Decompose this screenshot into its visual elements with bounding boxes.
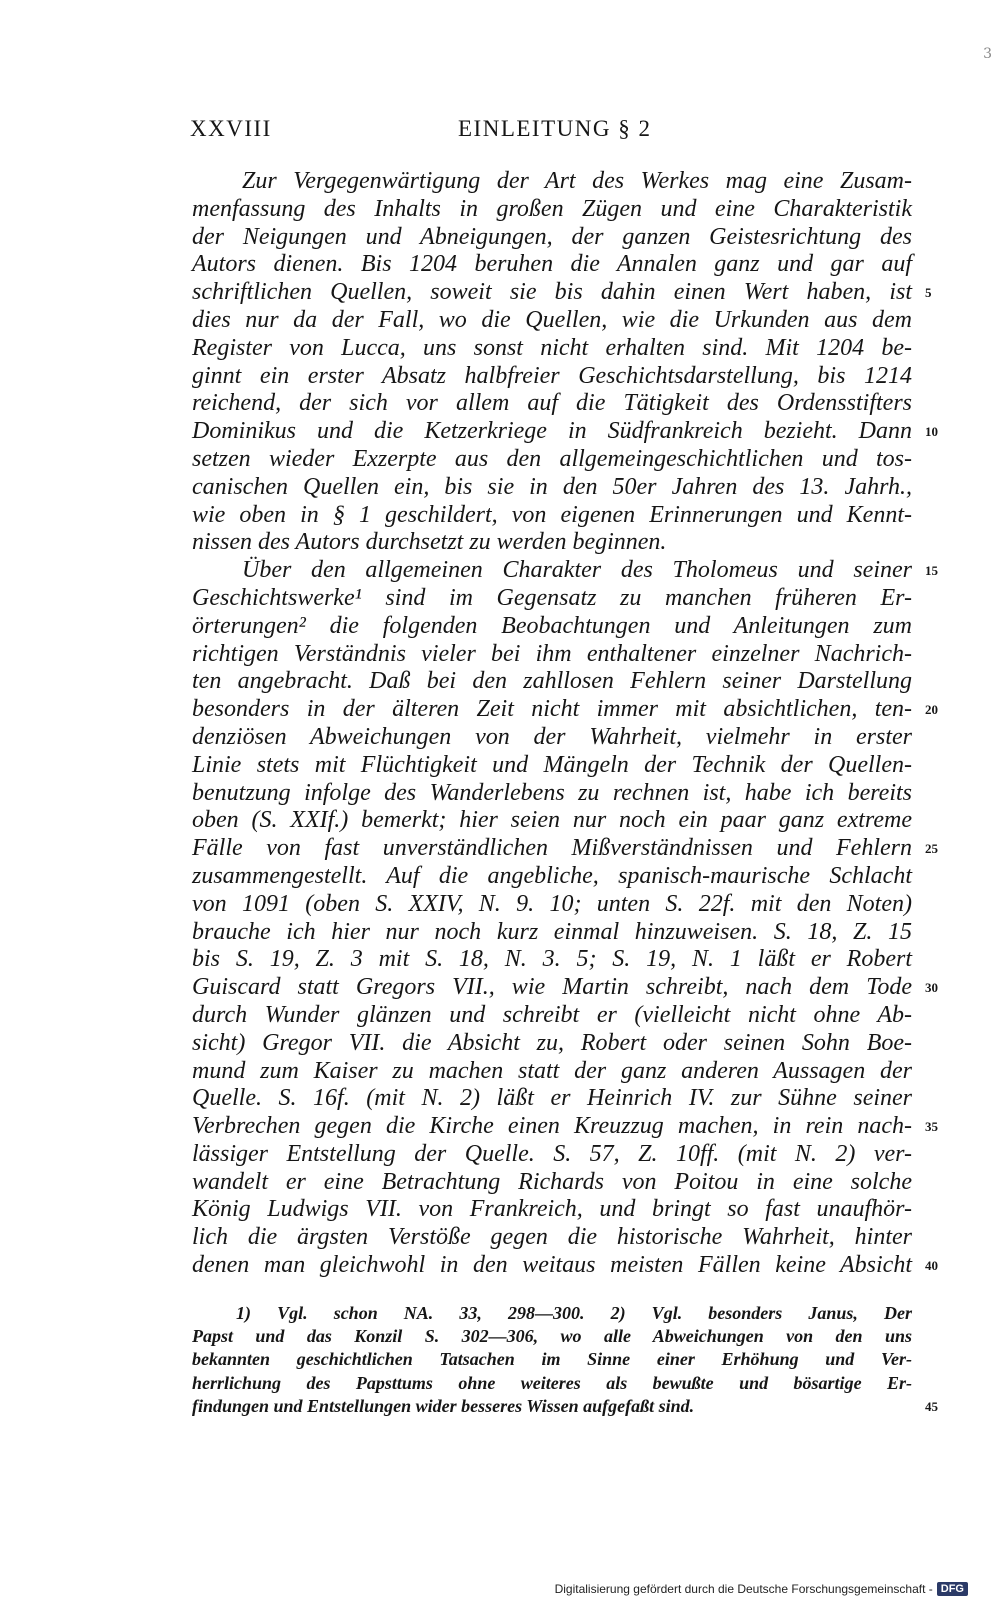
- text-line: [192, 696, 938, 724]
- line-number: 45: [925, 1398, 938, 1414]
- line-text: wandelt er eine Betrachtung Richards von Poitou in eine solche: [192, 1168, 912, 1195]
- line-text: ten angebracht. Daß bei den zahllosen Fehlern seiner Darstellung: [192, 668, 912, 695]
- text-line: [192, 363, 912, 391]
- page-folio: XXVIII: [190, 116, 272, 141]
- text-line: [192, 919, 912, 947]
- text-line: [192, 529, 912, 557]
- line-text: dies nur da der Fall, wo die Quellen, wie die Urkunden aus dem: [192, 306, 912, 333]
- line-text: von 1091 (oben S. XXIV, N. 9. 10; unten S. 22f. mit den Noten): [192, 890, 912, 917]
- line-number: 20: [925, 702, 938, 718]
- text-line: [192, 307, 912, 335]
- text-line: [192, 641, 912, 669]
- line-text: benutzung infolge des Wanderlebens zu rechnen ist, habe ich bereits: [192, 779, 912, 806]
- line-text: lich die ärgsten Verstöße gegen die historische Wahrheit, hinter: [192, 1224, 912, 1251]
- text-line: [192, 1196, 912, 1224]
- footnote-line: [192, 1372, 912, 1395]
- text-line: [192, 1085, 912, 1113]
- line-number: 15: [925, 563, 938, 579]
- text-line: [192, 557, 938, 585]
- text-line: [192, 585, 912, 613]
- line-text: Fälle von fast unverständlichen Mißverständnissen und Fehlern: [192, 835, 912, 862]
- line-text: König Ludwigs VII. von Frankreich, und bringt so fast unaufhör-: [192, 1196, 912, 1223]
- text-line: [192, 835, 938, 863]
- line-number: 5: [925, 285, 932, 301]
- line-text: herrlichung des Papsttums ohne weiteres als bewußte und bösartige Er-: [192, 1372, 912, 1393]
- text-line: [192, 1058, 912, 1086]
- text-line: [192, 196, 912, 224]
- text-line: [192, 474, 912, 502]
- footnotes: [192, 1302, 938, 1418]
- text-line: [192, 891, 912, 919]
- line-text: Dominikus und die Ketzerkriege in Südfrankreich bezieht. Dann: [192, 418, 912, 445]
- line-text: schriftlichen Quellen, soweit sie bis dahin einen Wert haben, ist: [192, 279, 912, 306]
- digitization-footer: [555, 1582, 968, 1596]
- page-header: [190, 116, 910, 146]
- line-text: besonders in der älteren Zeit nicht immer mit absichtlichen, ten-: [192, 696, 912, 723]
- footnote-line: [192, 1395, 938, 1418]
- line-text: menfassung des Inhalts in großen Zügen und eine Charakteristik: [192, 195, 912, 222]
- text-line: [192, 168, 912, 196]
- running-title: EINLEITUNG § 2: [458, 116, 652, 141]
- text-line: [192, 251, 912, 279]
- text-line: [192, 1252, 938, 1280]
- text-line: [192, 1169, 912, 1197]
- text-line: [192, 974, 938, 1002]
- text-line: [192, 613, 912, 641]
- line-text: richtigen Verständnis vieler bei ihm enthaltener einzelner Nachrich-: [192, 640, 912, 667]
- line-text: durch Wunder glänzen und schreibt er (vielleicht nicht ohne Ab-: [192, 1001, 912, 1028]
- line-text: Verbrechen gegen die Kirche einen Kreuzzug machen, in rein nach-: [192, 1113, 912, 1140]
- main-text: [192, 168, 938, 1280]
- line-text: Guiscard statt Gregors VII., wie Martin schreibt, nach dem Tode: [192, 974, 912, 1001]
- line-text: der Neigungen und Abneigungen, der ganzen Geistesrichtung des: [192, 223, 912, 250]
- footnote-line: [192, 1302, 912, 1325]
- line-text: Über den allgemeinen Charakter des Tholomeus und seiner: [242, 557, 912, 584]
- line-text: setzen wieder Exzerpte aus den allgemeingeschichtlichen und tos-: [192, 445, 912, 472]
- text-line: [192, 1002, 912, 1030]
- line-text: denen man gleichwohl in den weitaus meisten Fällen keine Absicht: [192, 1252, 912, 1279]
- line-number: 25: [925, 841, 938, 857]
- dfg-logo: DFG: [937, 1582, 968, 1596]
- text-line: [192, 418, 938, 446]
- line-text: bis S. 19, Z. 3 mit S. 18, N. 3. 5; S. 19, N. 1 läßt er Robert: [192, 946, 912, 973]
- line-text: Geschichtswerke¹ sind im Gegensatz zu manchen früheren Er-: [192, 584, 912, 611]
- footer-credit: Digitalisierung gefördert durch die Deutsche Forschungsgemeinschaft -: [554, 1582, 933, 1596]
- text-line: [192, 502, 912, 530]
- line-text: denziösen Abweichungen von der Wahrheit, vielmehr in erster: [192, 723, 912, 750]
- line-text: ginnt ein erster Absatz halbfreier Geschichtsdarstellung, bis 1214: [192, 362, 912, 389]
- footnote-line: [192, 1325, 912, 1348]
- line-text: reichend, der sich vor allem auf die Tätigkeit des Ordensstifters: [192, 390, 912, 417]
- text-line: [192, 863, 912, 891]
- line-text: bekannten geschichtlichen Tatsachen im Sinne einer Erhöhung und Ver-: [192, 1349, 912, 1370]
- text-line: [192, 946, 912, 974]
- text-line: [192, 752, 912, 780]
- line-text: Register von Lucca, uns sonst nicht erhalten sind. Mit 1204 be-: [192, 334, 912, 361]
- line-number: 30: [925, 980, 938, 996]
- text-line: [192, 807, 912, 835]
- line-text: canischen Quellen ein, bis sie in den 50er Jahren des 13. Jahrh.,: [192, 473, 912, 500]
- text-line: [192, 446, 912, 474]
- text-line: [192, 390, 912, 418]
- line-text: Zur Vergegenwärtigung der Art des Werkes mag eine Zusam-: [242, 168, 912, 194]
- footnote-line: [192, 1348, 912, 1371]
- text-line: [192, 1141, 912, 1169]
- line-text: sicht) Gregor VII. die Absicht zu, Robert oder seinen Sohn Boe-: [192, 1029, 912, 1056]
- text-line: [192, 1224, 912, 1252]
- line-text: oben (S. XXIf.) bemerkt; hier seien nur noch ein paar ganz extreme: [192, 807, 912, 834]
- text-line: [192, 668, 912, 696]
- text-line: [192, 279, 932, 307]
- text-line: [192, 724, 912, 752]
- line-text: Papst und das Konzil S. 302—306, wo alle Abweichungen von den uns: [192, 1326, 912, 1347]
- line-text: 1) Vgl. schon NA. 33, 298—300. 2) Vgl. besonders Janus, Der: [236, 1303, 912, 1323]
- line-number: 40: [925, 1258, 938, 1274]
- line-text: Linie stets mit Flüchtigkeit und Mängeln der Technik der Quellen-: [192, 751, 912, 778]
- line-number: 10: [925, 424, 938, 440]
- text-line: [192, 1030, 912, 1058]
- line-text: nissen des Autors durchsetzt zu werden beginnen.: [192, 529, 667, 556]
- line-text: lässiger Entstellung der Quelle. S. 57, Z. 10ff. (mit N. 2) ver-: [192, 1140, 912, 1167]
- text-line: [192, 335, 912, 363]
- line-number: 35: [925, 1119, 938, 1135]
- text-line: [192, 780, 912, 808]
- line-text: Autors dienen. Bis 1204 beruhen die Annalen ganz und gar auf: [192, 251, 912, 278]
- line-text: wie oben in § 1 geschildert, von eigenen Erinnerungen und Kennt-: [192, 501, 912, 528]
- text-line: [192, 224, 912, 252]
- line-text: zusammengestellt. Auf die angebliche, spanisch-maurische Schlacht: [192, 862, 912, 889]
- line-text: örterungen² die folgenden Beobachtungen und Anleitungen zum: [192, 612, 912, 639]
- text-line: [192, 1113, 938, 1141]
- line-text: findungen und Entstellungen wider besseres Wissen aufgefaßt sind.: [192, 1395, 695, 1416]
- corner-mark: 3: [983, 46, 992, 62]
- line-text: brauche ich hier nur noch kurz einmal hinzuweisen. S. 18, Z. 15: [192, 918, 912, 945]
- line-text: Quelle. S. 16f. (mit N. 2) läßt er Heinrich IV. zur Sühne seiner: [192, 1085, 912, 1112]
- line-text: mund zum Kaiser zu machen statt der ganz anderen Aussagen der: [192, 1057, 912, 1084]
